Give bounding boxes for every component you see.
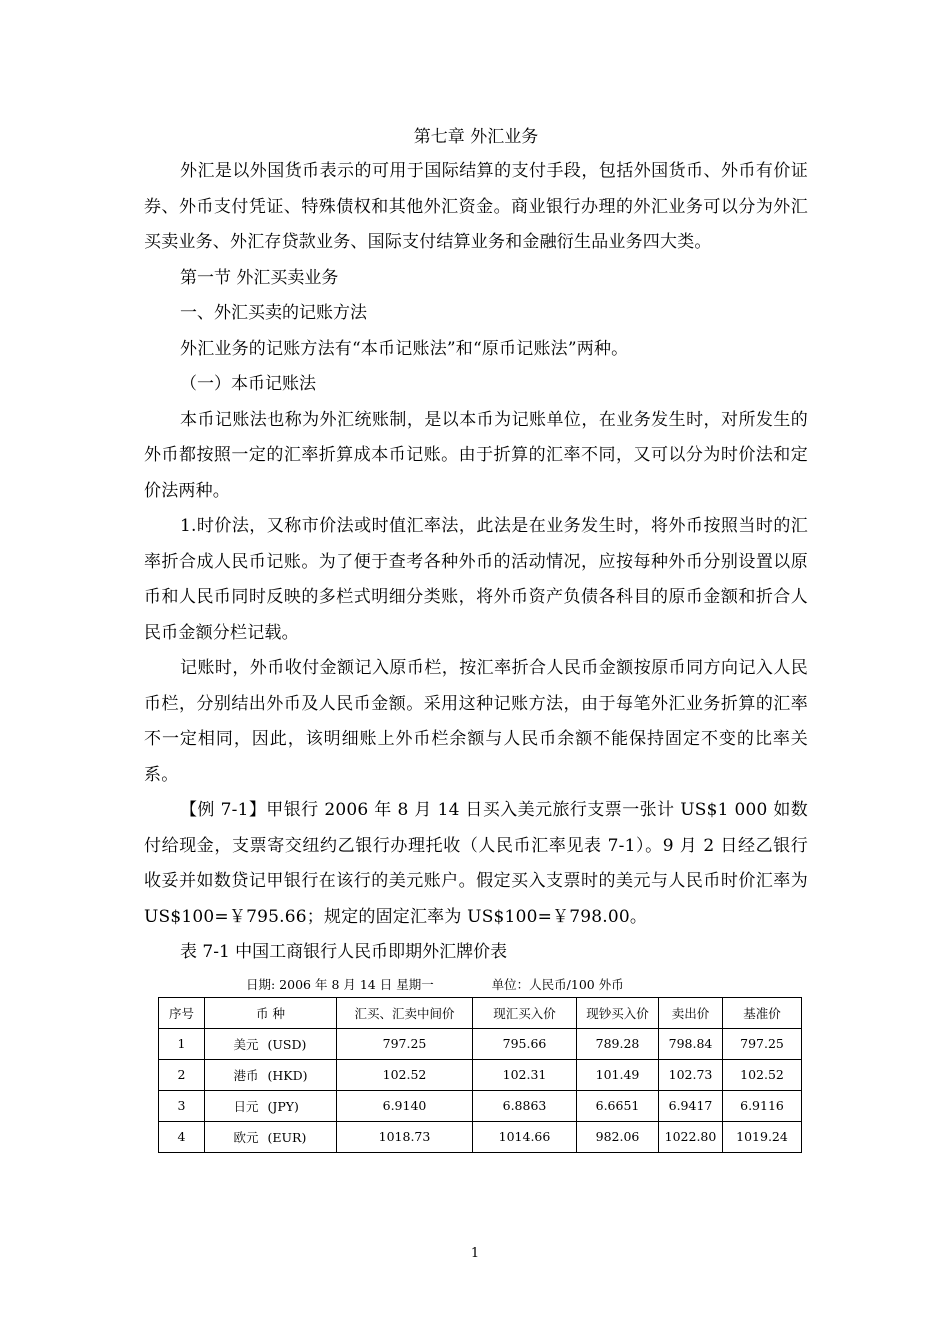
cell-no: 2 <box>159 1059 205 1090</box>
cell-currency <box>205 1090 337 1121</box>
cell-spot-buy: 6.8863 <box>473 1090 577 1121</box>
currency-name: 港币 <box>233 1067 259 1083</box>
cell-sell: 102.73 <box>659 1059 723 1090</box>
document-body <box>144 120 808 1153</box>
example-paragraph: 【例 7-1】甲银行 2006 年 8 月 14 日买入美元旅行支票一张计 US$1 000 如数付给现金，支票寄交纽约乙银行办理托收（人民币汇率见表 7-1）。9 月 2 日经乙银行收妥并如数贷记甲银行在该行的美元账户。假定买入支票时的美元与人民币时价汇率为 US$100=￥795.66；规定的固定汇率为 US$100=￥798.00。 <box>144 800 808 927</box>
table-row <box>159 1121 802 1152</box>
chapter-title: 第七章 外汇业务 <box>413 127 539 147</box>
method-heading: （一）本币记账法 <box>180 374 316 394</box>
header-no: 序号 <box>159 997 205 1028</box>
table-unit: 单位：人民币/100 外币 <box>491 976 624 992</box>
cell-mid-rate: 102.52 <box>337 1059 473 1090</box>
cell-sell: 1022.80 <box>659 1121 723 1152</box>
cell-base: 102.52 <box>723 1059 802 1090</box>
table-meta <box>144 975 808 995</box>
currency-name: 欧元 <box>233 1129 259 1145</box>
header-spot-buy: 现汇买入价 <box>473 997 577 1028</box>
cell-base: 797.25 <box>723 1028 802 1059</box>
exchange-rate-table <box>158 997 802 1153</box>
cell-cash-buy: 982.06 <box>577 1121 659 1152</box>
cell-sell: 798.84 <box>659 1028 723 1059</box>
currency-name: 美元 <box>233 1036 259 1052</box>
table-header-row <box>159 997 802 1028</box>
cell-currency <box>205 1059 337 1090</box>
cell-sell: 6.9417 <box>659 1090 723 1121</box>
currency-code: (EUR) <box>267 1129 307 1145</box>
cell-cash-buy: 101.49 <box>577 1059 659 1090</box>
cell-no: 1 <box>159 1028 205 1059</box>
cell-base: 6.9116 <box>723 1090 802 1121</box>
currency-name: 日元 <box>233 1098 259 1114</box>
cell-spot-buy: 102.31 <box>473 1059 577 1090</box>
header-currency: 币 种 <box>205 997 337 1028</box>
posting-paragraph: 记账时，外币收付金额记入原币栏，按汇率折合人民币金额按原币同方向记入人民币栏，分别结出外币及人民币金额。采用这种记账方法，由于每笔外汇业务折算的汇率不一定相同，因此，该明细账上外币栏余额与人民币余额不能保持固定不变的比率关系。 <box>144 658 808 785</box>
method-paragraph: 本币记账法也称为外汇统账制，是以本币为记账单位，在业务发生时，对所发生的外币都按照一定的汇率折算成本币记账。由于折算的汇率不同，又可以分为时价法和定价法两种。 <box>144 409 808 501</box>
table-row <box>159 1059 802 1090</box>
table-row <box>159 1090 802 1121</box>
spot-price-paragraph: 1.时价法，又称市价法或时值汇率法，此法是在业务发生时，将外币按照当时的汇率折合成人民币记账。为了便于查考各种外币的活动情况，应按每种外币分别设置以原币和人民币同时反映的多栏式明细分类账，将外币资产负债各科目的原币金额和折合人民币金额分栏记载。 <box>144 516 808 643</box>
cell-cash-buy: 6.6651 <box>577 1090 659 1121</box>
currency-code: (JPY) <box>267 1098 299 1114</box>
currency-code: (USD) <box>267 1036 307 1052</box>
header-sell: 卖出价 <box>659 997 723 1028</box>
cell-mid-rate: 1018.73 <box>337 1121 473 1152</box>
methods-sentence: 外汇业务的记账方法有“本币记账法”和“原币记账法”两种。 <box>180 338 629 359</box>
table-date: 日期: 2006 年 8 月 14 日 星期一 <box>246 976 434 992</box>
cell-base: 1019.24 <box>723 1121 802 1152</box>
cell-spot-buy: 795.66 <box>473 1028 577 1059</box>
cell-spot-buy: 1014.66 <box>473 1121 577 1152</box>
cell-currency <box>205 1028 337 1059</box>
section-title: 第一节 外汇买卖业务 <box>180 267 339 288</box>
table-caption: 表 7-1 中国工商银行人民币即期外汇牌价表 <box>180 942 508 962</box>
header-cash-buy: 现钞买入价 <box>577 997 659 1028</box>
cell-mid-rate: 797.25 <box>337 1028 473 1059</box>
cell-cash-buy: 789.28 <box>577 1028 659 1059</box>
header-mid-rate: 汇买、汇卖中间价 <box>337 997 473 1028</box>
subsection-title: 一、外汇买卖的记账方法 <box>180 303 367 323</box>
intro-paragraph: 外汇是以外国货币表示的可用于国际结算的支付手段，包括外国货币、外币有价证券、外币支付凭证、特殊债权和其他外汇资金。商业银行办理的外汇业务可以分为外汇买卖业务、外汇存贷款业务、国际支付结算业务和金融衍生品业务四大类。 <box>144 161 808 252</box>
cell-mid-rate: 6.9140 <box>337 1090 473 1121</box>
cell-no: 4 <box>159 1121 205 1152</box>
page-number: 1 <box>470 1246 480 1261</box>
cell-no: 3 <box>159 1090 205 1121</box>
header-base: 基准价 <box>723 997 802 1028</box>
currency-code: (HKD) <box>267 1067 308 1083</box>
cell-currency <box>205 1121 337 1152</box>
table-row <box>159 1028 802 1059</box>
